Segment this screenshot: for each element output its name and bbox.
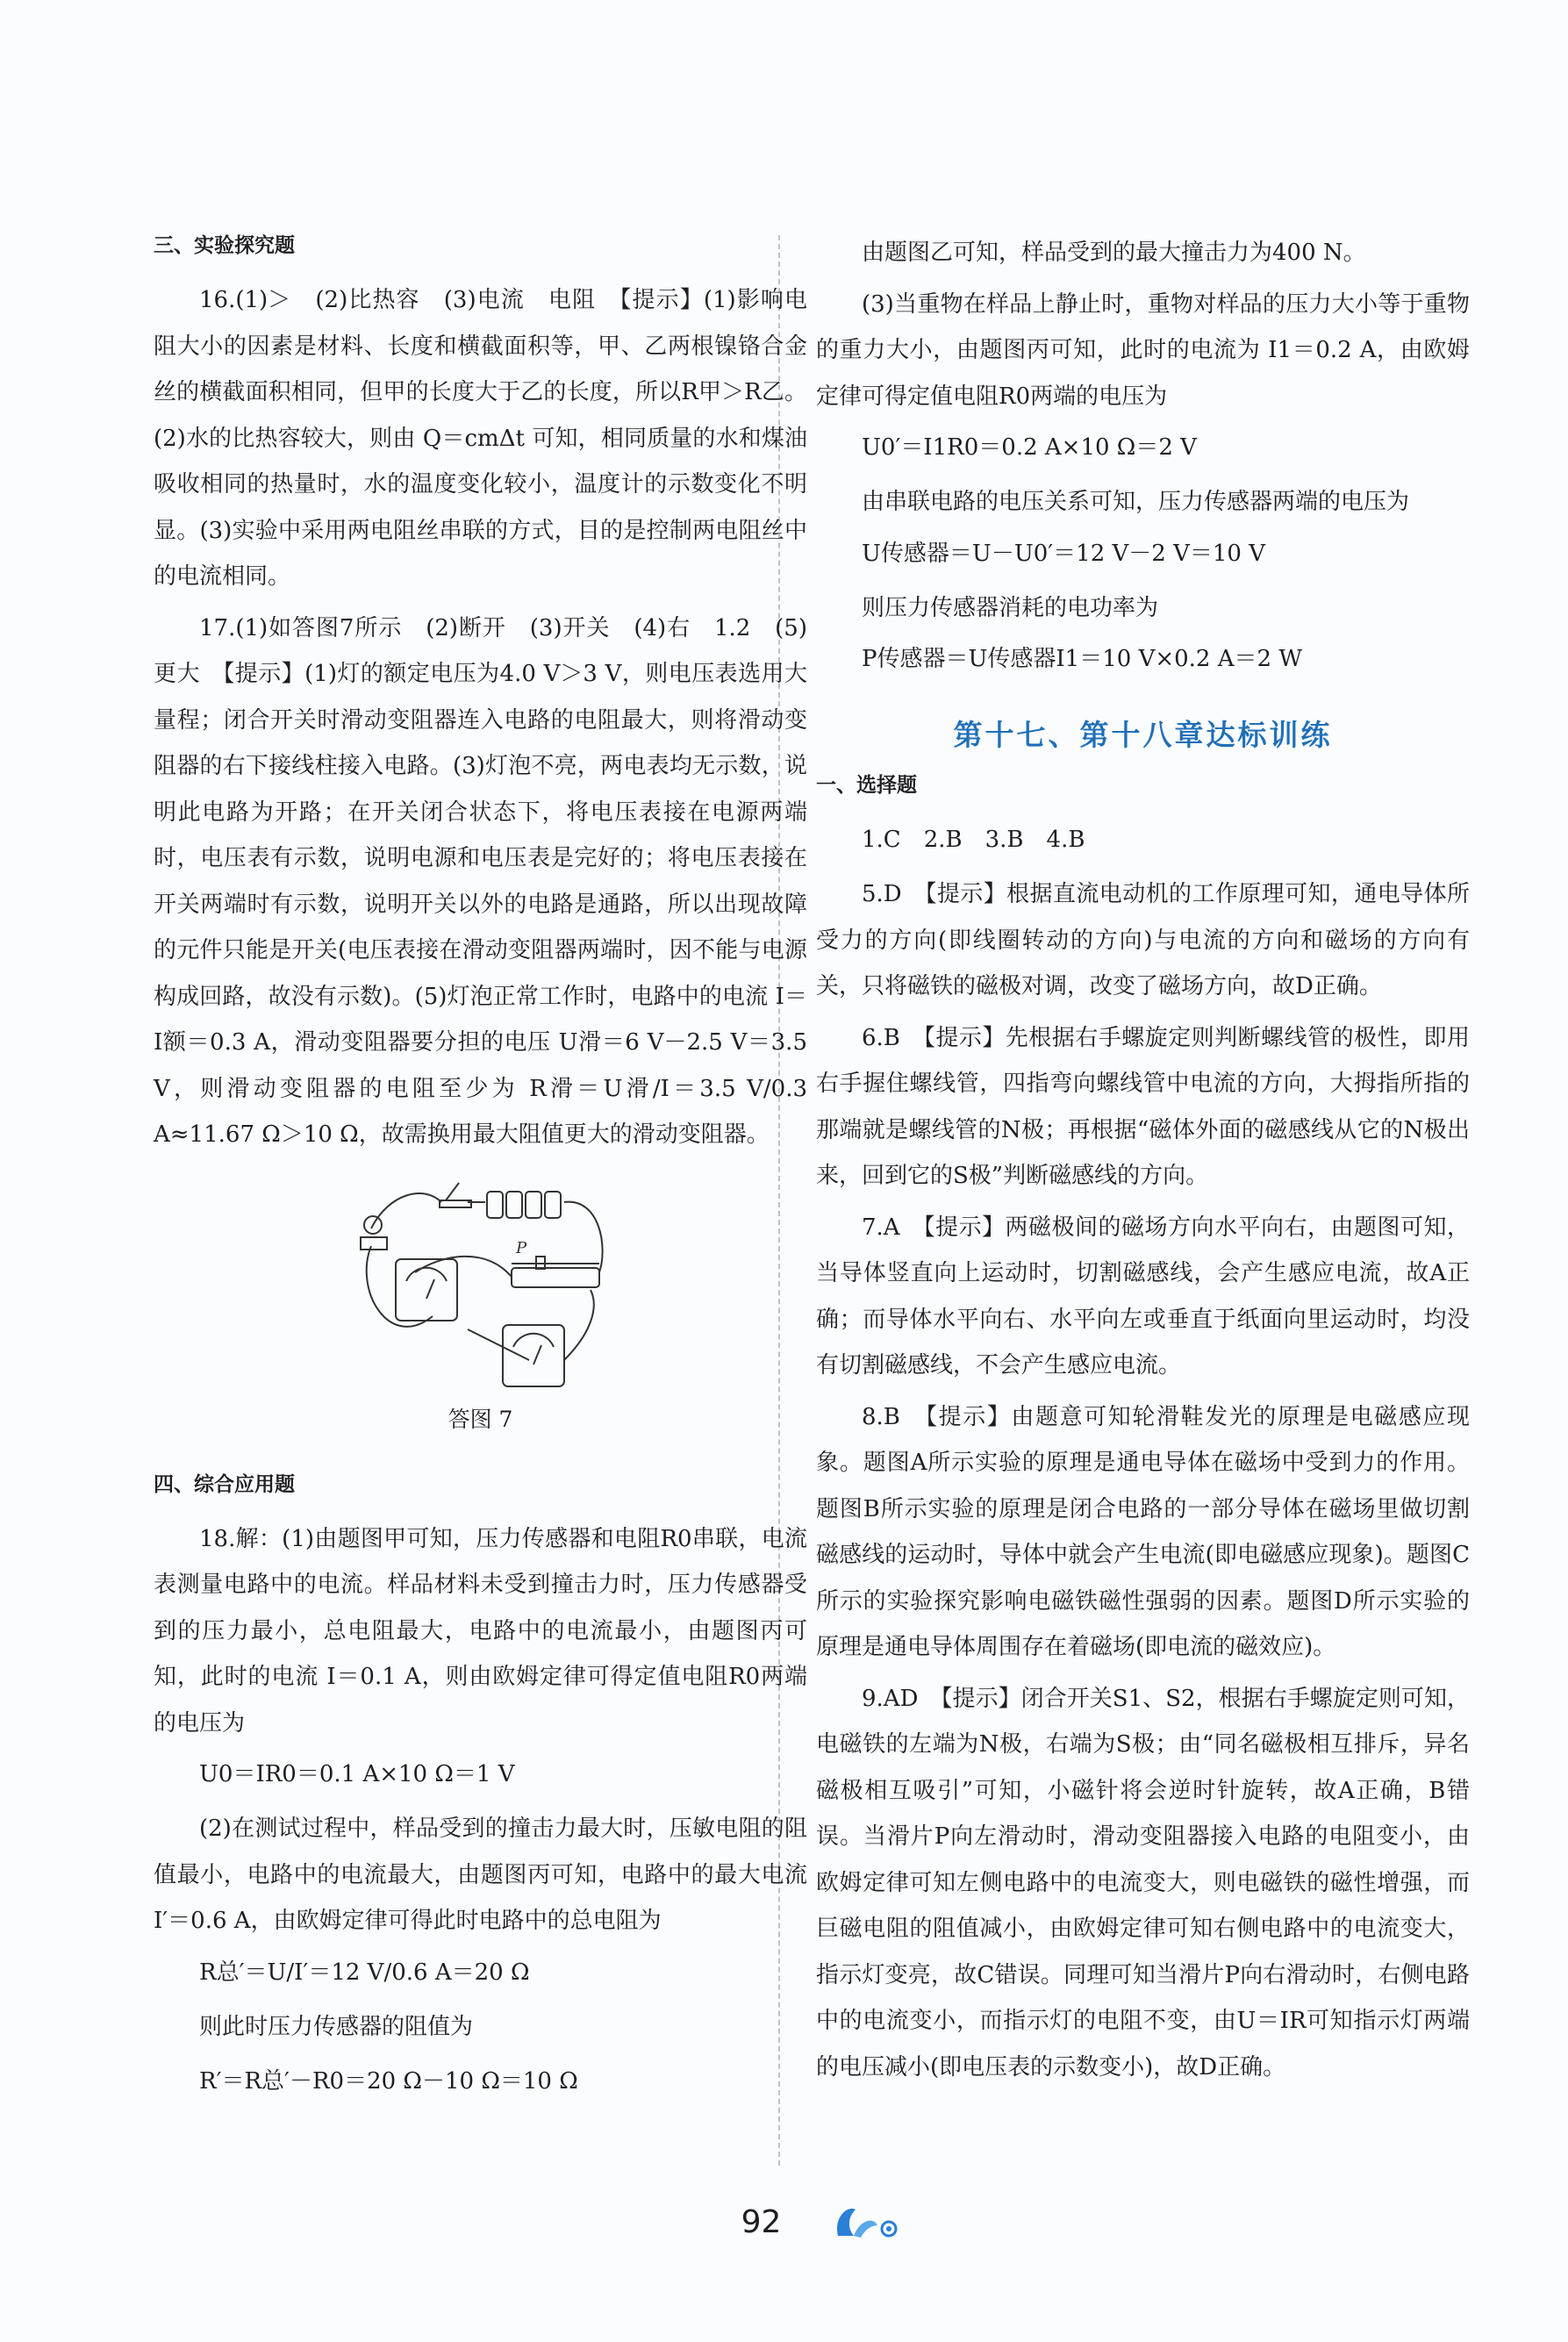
answer-8: 8.B 【提示】由题意可知轮滑鞋发光的原理是电磁感应现象。题图A所示实验的原理是通电导体在磁场中受到力的作用。题图B所示实验的原理是闭合电路的一部分导体在磁场里做切割磁感线的运动时，导体中就会产生电流(即电磁感应现象)。题图C所示的实验探究影响电磁铁磁性强弱的因素。题图D所示实验的原理是通电导体周围存在着磁场(即电流的磁效应)。 (816, 1403, 1470, 1660)
answer-7: 7.A 【提示】两磁极间的磁场方向水平向右，由题图可知，当导体竖直向上运动时，切割磁感线，会产生感应电流，故A正确；而导体水平向右、水平向左或垂直于纸面向里运动时，均没有切割磁感线，不会产生感应电流。 (816, 1214, 1470, 1379)
equation-u0: U0＝IR0＝0.1 A×10 Ω＝1 V (199, 1761, 515, 1787)
answer-18-part2: (2)在测试过程中，样品受到的撞击力最大时，压敏电阻的阻值最小，电路中的电流最大，由题图丙可知，电路中的最大电流 I′＝0.6 A，由欧姆定律可得此时电路中的总电阻为 (154, 1816, 807, 1934)
answer-17: 17.(1)如答图7所示 (2)断开 (3)开关 (4)右 1.2 (5)更大 【提示】(1)灯的额定电压为4.0 V＞3 V，则电压表选用大量程；闭合开关时滑动变阻器连入电路的电阻最大，则将滑动变阻器的右下接线柱接入电路。(3)灯泡不亮，两电表均无示数，说明此电路为开路；在开关闭合状态下，将电压表接在电源两端时，电压表有示数，说明电源和电压表是完好的；将电压表接在开关两端时有示数，说明开关以外的电路是通路，所以出现故障的元件只能是开关(电压表接在滑动变阻器两端时，因不能与电源构成回路，故没有示数)。(5)灯泡正常工作时，电路中的电流 I＝I额＝0.3 A，滑动变阻器要分担的电压 U滑＝6 V－2.5 V＝3.5 V，则滑动变阻器的电阻至少为 R滑＝U滑/I＝3.5 V/0.3 A≈11.67 Ω＞10 Ω，故需换用最大阻值更大的滑动变阻器。 (154, 614, 807, 1148)
circuit-diagram-illustration (336, 1176, 626, 1395)
equation-r-total: R总′＝U/I′＝12 V/0.6 A＝20 Ω (199, 1959, 530, 1986)
answer-9: 9.AD 【提示】闭合开关S1、S2，根据右手螺旋定则可知，电磁铁的左端为N极，右端为S极；由“同名磁极相互排斥，异名磁极相互吸引”可知，小磁针将会逆时针旋转，故A正确，B错误。当滑片P向左滑动时，滑动变阻器接入电路的电阻变小，由欧姆定律可知左侧电路中的电流变大，则电磁铁的磁性增强，而巨磁电阻的阻值减小，由欧姆定律可知右侧电路中的电流变大，指示灯变亮，故C错误。同理可知当滑片P向右滑动时，右侧电路中的电流变小，而指示灯的电阻不变，由U＝IR可知指示灯两端的电压减小(即电压表的示数变小)，故D正确。 (816, 1685, 1470, 2081)
left-column (154, 230, 807, 2113)
answer-18-part5: (3)当重物在样品上静止时，重物对样品的压力大小等于重物的重力大小，由题图丙可知，此时的电流为 I1＝0.2 A，由欧姆定律可得定值电阻R0两端的电压为 (816, 290, 1470, 410)
figure-caption: 答图 7 (447, 1406, 513, 1432)
answer-5: 5.D 【提示】根据直流电动机的工作原理可知，通电导体所受力的方向(即线圈转动的方向)与电流的方向和磁场的方向有关，只将磁铁的磁极对调，改变了磁场方向，故D正确。 (816, 881, 1470, 999)
circuit-figure-7 (154, 1176, 807, 1395)
answer-18-part6: 由串联电路的电压关系可知，压力传感器两端的电压为 (862, 489, 1410, 515)
section-heading-experiment: 三、实验探究题 (154, 234, 295, 257)
equation-u0-prime: U0′＝I1R0＝0.2 A×10 Ω＝2 V (862, 434, 1197, 461)
section-heading-application: 四、综合应用题 (154, 1472, 295, 1496)
equation-p-sensor: P传感器＝U传感器I1＝10 V×0.2 A＝2 W (862, 646, 1303, 672)
answers-1-to-4: 1.C 2.B 3.B 4.B (862, 827, 1085, 853)
answer-18-part1: 18.解：(1)由题图甲可知，压力传感器和电阻R0串联，电流表测量电路中的电流。样品材料未受到撞击力时，压力传感器受到的压力最小，总电阻最大，电路中的电流最小，由题图丙可知，此时的电流 I＝0.1 A，则由欧姆定律可得定值电阻R0两端的电压为 (154, 1525, 807, 1737)
answer-6: 6.B 【提示】先根据右手螺旋定则判断螺线管的极性，即用右手握住螺线管，四指弯向螺线管中电流的方向，大拇指所指的那端就是螺线管的N极；再根据“磁体外面的磁感线从它的N极出来，回到它的S极”判断磁感线的方向。 (816, 1024, 1470, 1189)
chapter-title: 第十七、第十八章达标训练 (953, 718, 1333, 752)
answer-18-part7: 则压力传感器消耗的电功率为 (862, 594, 1159, 621)
page-number: 92 (741, 2204, 782, 2240)
equation-u-sensor: U传感器＝U－U0′＝12 V－2 V＝10 V (862, 540, 1266, 567)
section-heading-multiple-choice: 一、选择题 (816, 774, 917, 797)
answer-18-part3: 则此时压力传感器的阻值为 (199, 2013, 474, 2040)
figure-label-p: P (515, 1238, 526, 1257)
answer-18-part4: 由题图乙可知，样品受到的最大撞击力为400 N。 (862, 240, 1366, 266)
equation-r-prime: R′＝R总′－R0＝20 Ω－10 Ω＝10 Ω (199, 2067, 578, 2095)
leaf-ornament-icon (829, 2201, 908, 2245)
answer-16: 16.(1)＞ (2)比热容 (3)电流 电阻 【提示】(1)影响电阻大小的因素是材料、长度和横截面积等，甲、乙两根镍铬合金丝的横截面积相同，但甲的长度大于乙的长度，所以R甲＞R乙。(2)水的比热容较大，则由 Q＝cmΔt 可知，相同质量的水和煤油吸收相同的热量时，水的温度变化较小，温度计的示数变化不明显。(3)实验中采用两电阻丝串联的方式，目的是控制两电阻丝中的电流相同。 (154, 287, 807, 590)
right-column (816, 230, 1470, 2095)
